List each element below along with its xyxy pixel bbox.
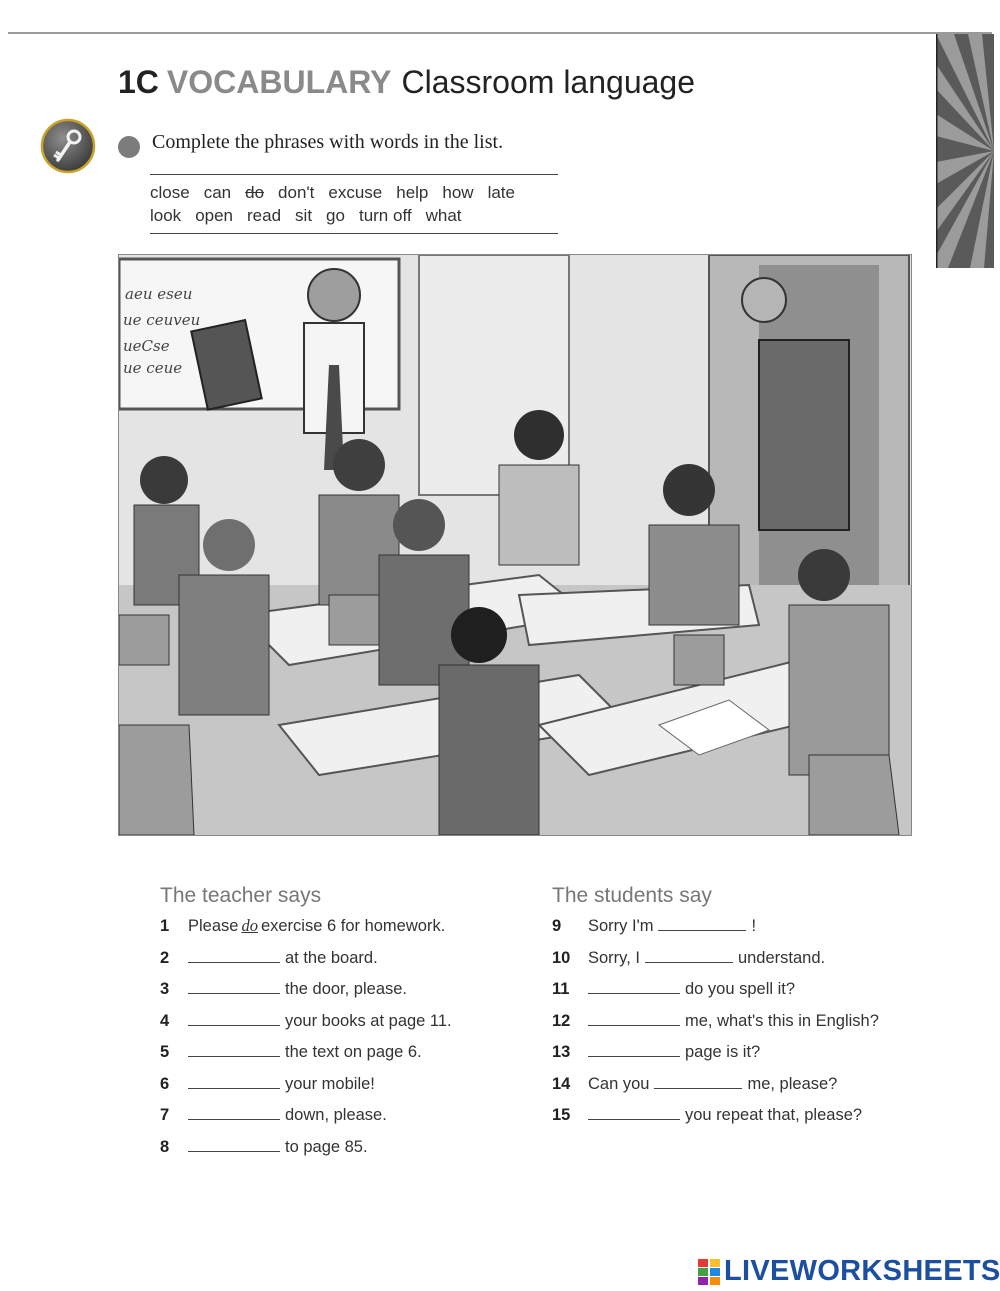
phrase-item [552, 1011, 879, 1035]
phrase-item [160, 1137, 368, 1161]
phrase-text-after: you repeat that, please? [685, 1106, 863, 1124]
decorative-rays-graphic [936, 34, 994, 268]
word-list-item: turn off [358, 206, 412, 225]
example-answer: do [241, 916, 258, 935]
word-list-item: what [425, 206, 462, 225]
phrase-item [160, 1074, 375, 1098]
phrase-text-before: Sorry, I [588, 948, 640, 967]
phrase-item [552, 1105, 862, 1129]
answer-blank[interactable] [188, 1137, 280, 1152]
phrase-text-before: Sorry I'm [588, 917, 654, 935]
phrase-text-after: down, please. [285, 1106, 387, 1124]
classroom-scene [119, 255, 911, 835]
answer-blank[interactable] [188, 1042, 280, 1057]
phrase-text-after: the door, please. [285, 980, 408, 998]
liveworksheets-logo [698, 1255, 1000, 1288]
word-list-item: read [247, 206, 282, 225]
answer-blank[interactable] [645, 948, 733, 963]
phrase-text-after: the text on page 6. [285, 1043, 422, 1061]
answer-blank[interactable] [588, 1011, 680, 1026]
exercise-instruction: Complete the phrases with words in the list. [152, 131, 504, 153]
phrase-item [552, 948, 825, 972]
section-label: VOCABULARY [166, 64, 392, 100]
phrase-text-before: Please [188, 917, 239, 935]
phrase-text-after: exercise 6 for homework. [260, 917, 446, 935]
phrase-number: 1 [160, 917, 170, 935]
board-line: aeu eseu [125, 285, 193, 303]
phrase-item [160, 979, 407, 1003]
phrase-text-after: me, what's this in English? [685, 1011, 879, 1030]
word-list-item: excuse [328, 183, 383, 202]
answer-blank[interactable] [588, 1042, 680, 1057]
board-line: ue ceuveu [123, 311, 201, 329]
word-list-item: can [203, 183, 232, 202]
top-rule [8, 32, 992, 34]
answer-blank[interactable] [588, 1105, 680, 1120]
answer-blank[interactable] [188, 979, 280, 994]
phrase-text-after: ! [751, 917, 757, 935]
logo-text: LIVEWORKSHEETS [724, 1255, 1000, 1287]
phrase-number: 13 [552, 1043, 571, 1061]
phrase-item [552, 1074, 837, 1098]
phrase-item [552, 979, 795, 1003]
phrase-item [552, 916, 756, 940]
phrase-text-before: Can you [588, 1074, 650, 1093]
word-list-item: help [396, 183, 429, 202]
phrase-number: 11 [552, 980, 570, 998]
board-line: ueCse [123, 337, 170, 355]
phrase-number: 5 [160, 1043, 170, 1061]
word-list-box [150, 174, 558, 234]
page-title [118, 64, 695, 101]
answer-blank[interactable] [588, 979, 680, 994]
phrase-text-after: do you spell it? [685, 980, 796, 998]
phrase-item [160, 1011, 452, 1035]
phrase-item [552, 1042, 760, 1066]
phrase-text-after: understand. [737, 948, 826, 967]
students-heading: The students say [552, 884, 712, 907]
logo-mark-icon [698, 1259, 720, 1285]
phrase-number: 12 [552, 1011, 571, 1030]
phrase-number: 15 [552, 1106, 571, 1124]
phrase-item [160, 948, 378, 972]
answer-blank[interactable] [188, 1011, 280, 1026]
word-list-item: don't [278, 183, 315, 202]
word-list-item: how [442, 183, 474, 202]
word-list-item: late [487, 183, 515, 202]
phrase-text-after: at the board. [285, 948, 378, 967]
phrase-number: 4 [160, 1011, 170, 1030]
phrase-number: 3 [160, 980, 170, 998]
phrase-number: 7 [160, 1106, 170, 1124]
phrase-item [160, 1105, 387, 1129]
phrase-number: 2 [160, 948, 170, 967]
classroom-illustration [118, 254, 912, 836]
board-line: ue ceue [123, 359, 183, 377]
phrase-text-after: to page 85. [285, 1137, 368, 1156]
word-list-row-2 [150, 206, 476, 226]
phrase-item [160, 1042, 422, 1066]
answer-blank[interactable] [654, 1074, 742, 1089]
phrase-number: 14 [552, 1074, 571, 1093]
phrase-text-after: me, please? [747, 1074, 838, 1093]
phrase-number: 8 [160, 1137, 170, 1156]
teacher-heading: The teacher says [160, 884, 322, 907]
word-list-item: sit [295, 206, 313, 225]
word-list-item: close [150, 183, 190, 202]
topic-label: Classroom language [401, 64, 695, 100]
phrase-item [160, 916, 445, 940]
phrase-text-after: your books at page 11. [285, 1011, 452, 1030]
answer-blank[interactable] [188, 1105, 280, 1120]
answer-blank[interactable] [188, 1074, 280, 1089]
answer-blank[interactable] [658, 916, 746, 931]
phrase-number: 9 [552, 917, 562, 935]
phrase-text-after: your mobile! [285, 1074, 375, 1093]
exercise-bullet [118, 136, 140, 158]
word-list-item: do [245, 183, 265, 202]
word-list-row-1 [150, 183, 529, 203]
phrase-number: 10 [552, 948, 571, 967]
word-list-item: go [326, 206, 345, 225]
unit-code: 1C [118, 64, 159, 100]
word-list-item: open [195, 206, 234, 225]
word-list-item: look [150, 206, 182, 225]
key-icon [40, 118, 96, 174]
phrase-text-after: page is it? [685, 1043, 761, 1061]
phrase-number: 6 [160, 1074, 170, 1093]
answer-blank[interactable] [188, 948, 280, 963]
